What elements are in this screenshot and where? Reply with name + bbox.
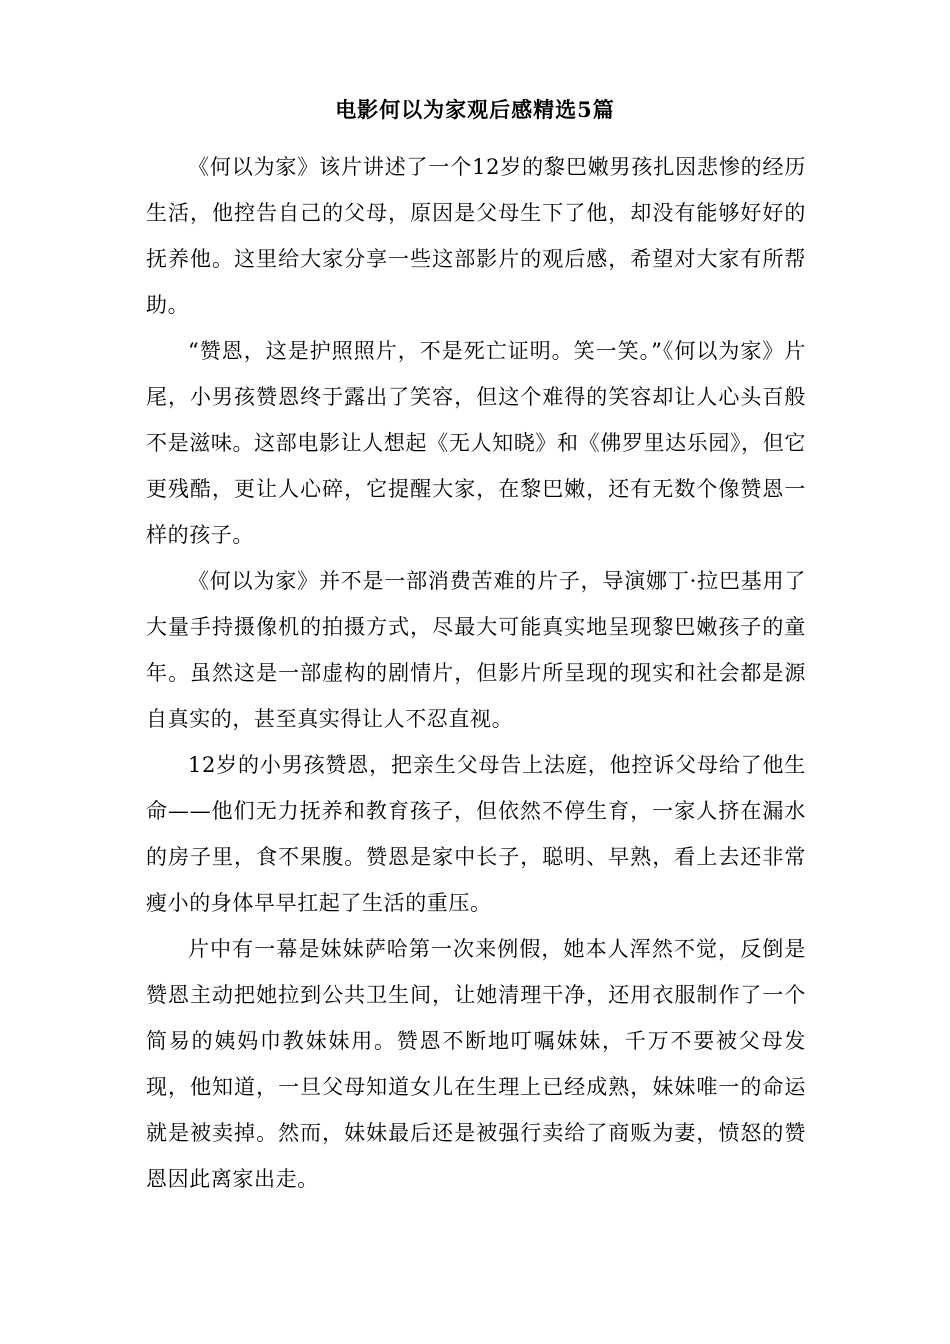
document-body [146,144,806,1202]
paragraph-1: 《何以为家》该片讲述了一个12岁的黎巴嫩男孩扎因悲惨的经历生活，他控告自己的父母，原因是父母生下了他，却没有能够好好的抚养他。这里给大家分享一些这部影片的观后感，希望对大家有所帮助。 [146,155,806,317]
paragraph-2: “赞恩，这是护照照片，不是死亡证明。笑一笑。”《何以为家》片尾，小男孩赞恩终于露出了笑容，但这个难得的笑容却让人心头百般不是滋味。这部电影让人想起《无人知晓》和《佛罗里达乐园》，但它更残酷，更让人心碎，它提醒大家，在黎巴嫩，还有无数个像赞恩一样的孩子。 [146,339,806,547]
paragraph-5: 片中有一幕是妹妹萨哈第一次来例假，她本人浑然不觉，反倒是赞恩主动把她拉到公共卫生间，让她清理干净，还用衣服制作了一个简易的姨妈巾教妹妹用。赞恩不断地叮嘱妹妹，千万不要被父母发现，他知道，一旦父母知道女儿在生理上已经成熟，妹妹唯一的命运就是被卖掉。然而，妹妹最后还是被强行卖给了商贩为妻，愤怒的赞恩因此离家出走。 [146,937,806,1191]
document-title: 电影何以为家观后感精选5篇 [335,97,615,122]
paragraph-4: 12岁的小男孩赞恩，把亲生父母告上法庭，他控诉父母给了他生命——他们无力抚养和教育孩子，但依然不停生育，一家人挤在漏水的房子里，食不果腹。赞恩是家中长子，聪明、早熟，看上去还非常瘦小的身体早早扛起了生活的重压。 [146,753,806,915]
paragraph-3: 《何以为家》并不是一部消费苦难的片子，导演娜丁·拉巴基用了大量手持摄像机的拍摄方式，尽最大可能真实地呈现黎巴嫩孩子的童年。虽然这是一部虚构的剧情片，但影片所呈现的现实和社会都是源自真实的，甚至真实得让人不忍直视。 [146,569,806,731]
